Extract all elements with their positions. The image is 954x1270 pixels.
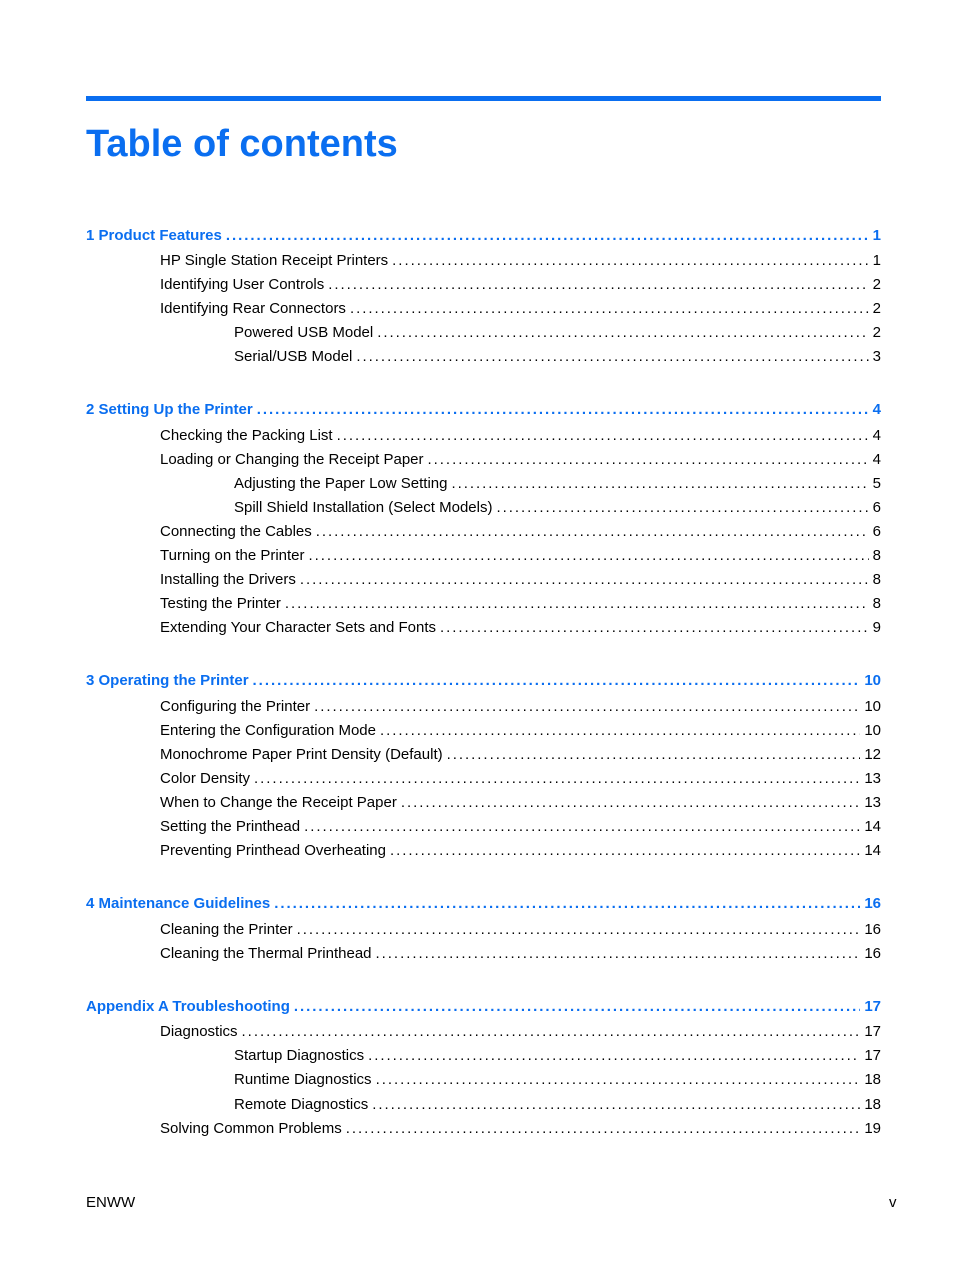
toc-dot-leader bbox=[337, 426, 869, 446]
toc-entry-label: Entering the Configuration Mode bbox=[160, 722, 376, 739]
toc-dot-leader bbox=[254, 769, 860, 789]
toc-page-number: 14 bbox=[864, 818, 881, 835]
toc-page-number: 2 bbox=[872, 300, 881, 317]
toc-dot-leader bbox=[451, 474, 868, 494]
toc-dot-leader bbox=[294, 997, 860, 1017]
toc-entry-label: Identifying User Controls bbox=[160, 276, 325, 293]
toc-page-number: 16 bbox=[864, 921, 881, 938]
toc-page-number: 12 bbox=[864, 746, 881, 763]
toc-dot-leader bbox=[401, 793, 860, 813]
toc-dot-leader bbox=[226, 226, 869, 246]
toc-entry-label: Serial/USB Model bbox=[234, 348, 353, 365]
toc-dot-leader bbox=[285, 594, 869, 614]
toc-dot-leader bbox=[496, 498, 868, 518]
toc-dot-leader bbox=[242, 1022, 861, 1042]
toc-entry-label: Remote Diagnostics bbox=[234, 1096, 369, 1113]
toc-page-number: 13 bbox=[864, 794, 881, 811]
toc-page-number: 4 bbox=[872, 427, 881, 444]
toc-page-number: 18 bbox=[864, 1071, 881, 1088]
toc-entry-label: Diagnostics bbox=[160, 1023, 238, 1040]
toc-dot-leader bbox=[350, 299, 869, 319]
toc-dot-leader bbox=[390, 841, 860, 861]
toc-chapter-entry[interactable] bbox=[86, 226, 881, 246]
toc-entry-label: Startup Diagnostics bbox=[234, 1047, 365, 1064]
toc-entry[interactable] bbox=[160, 546, 881, 566]
toc-page-number: 9 bbox=[872, 619, 881, 636]
toc-page-number: 16 bbox=[864, 895, 881, 912]
toc-entry-label: Cleaning the Printer bbox=[160, 921, 293, 938]
toc-entry-label: Configuring the Printer bbox=[160, 698, 311, 715]
toc-entry-label: Loading or Changing the Receipt Paper bbox=[160, 451, 424, 468]
toc-entry[interactable] bbox=[160, 618, 881, 638]
toc-entry[interactable] bbox=[160, 769, 881, 789]
toc-page-number: 2 bbox=[872, 276, 881, 293]
toc-dot-leader bbox=[440, 618, 869, 638]
footer-page-number: v bbox=[889, 1194, 897, 1211]
toc-entry-label: Installing the Drivers bbox=[160, 571, 296, 588]
page-title: Table of contents bbox=[86, 123, 398, 165]
toc-page-number: 10 bbox=[864, 672, 881, 689]
toc-entry[interactable] bbox=[160, 594, 881, 614]
toc-chapter-entry[interactable] bbox=[86, 671, 881, 691]
toc-dot-leader bbox=[300, 570, 869, 590]
toc-dot-leader bbox=[392, 251, 868, 271]
toc-entry[interactable] bbox=[234, 347, 881, 367]
toc-dot-leader bbox=[372, 1095, 860, 1115]
toc-entry[interactable] bbox=[234, 498, 881, 518]
toc-entry[interactable] bbox=[160, 721, 881, 741]
toc-page-number: 8 bbox=[872, 595, 881, 612]
toc-dot-leader bbox=[328, 275, 868, 295]
toc-dot-leader bbox=[253, 671, 861, 691]
toc-entry-label: Monochrome Paper Print Density (Default) bbox=[160, 746, 443, 763]
toc-page-number: 6 bbox=[872, 499, 881, 516]
toc-page-number: 8 bbox=[872, 547, 881, 564]
toc-page-number: 10 bbox=[864, 722, 881, 739]
toc-entry-label: Identifying Rear Connectors bbox=[160, 300, 346, 317]
toc-entry[interactable] bbox=[160, 251, 881, 271]
toc-page-number: 17 bbox=[864, 998, 881, 1015]
toc-entry[interactable] bbox=[160, 1022, 881, 1042]
toc-dot-leader bbox=[380, 721, 860, 741]
toc-chapter-entry[interactable] bbox=[86, 894, 881, 914]
toc-entry-label: Spill Shield Installation (Select Models) bbox=[234, 499, 493, 516]
toc-entry-label: Runtime Diagnostics bbox=[234, 1071, 372, 1088]
toc-entry-label: HP Single Station Receipt Printers bbox=[160, 252, 389, 269]
toc-page-number: 16 bbox=[864, 945, 881, 962]
toc-entry-label: Adjusting the Paper Low Setting bbox=[234, 475, 448, 492]
toc-page-number: 8 bbox=[872, 571, 881, 588]
toc-dot-leader bbox=[447, 745, 861, 765]
toc-entry[interactable] bbox=[160, 299, 881, 319]
toc-page-number: 2 bbox=[872, 324, 881, 341]
toc-dot-leader bbox=[377, 323, 868, 343]
toc-page-number: 1 bbox=[872, 252, 881, 269]
toc-entry[interactable] bbox=[160, 817, 881, 837]
toc-entry[interactable] bbox=[234, 474, 881, 494]
toc-dot-leader bbox=[346, 1119, 861, 1139]
toc-entry[interactable] bbox=[160, 793, 881, 813]
toc-entry-label: Color Density bbox=[160, 770, 251, 787]
toc-entry[interactable] bbox=[160, 745, 881, 765]
toc-entry-label: 1 Product Features bbox=[86, 227, 222, 244]
toc-page-number: 18 bbox=[864, 1096, 881, 1113]
toc-dot-leader bbox=[368, 1046, 860, 1066]
toc-entry-label: Turning on the Printer bbox=[160, 547, 305, 564]
toc-entry[interactable] bbox=[234, 1046, 881, 1066]
toc-entry[interactable] bbox=[234, 1070, 881, 1090]
toc-entry-label: Setting the Printhead bbox=[160, 818, 301, 835]
toc-page-number: 5 bbox=[872, 475, 881, 492]
toc-dot-leader bbox=[376, 1070, 861, 1090]
toc-page-number: 13 bbox=[864, 770, 881, 787]
toc-entry-label: Powered USB Model bbox=[234, 324, 374, 341]
toc-page-number: 1 bbox=[872, 227, 881, 244]
toc-entry[interactable] bbox=[160, 841, 881, 861]
toc-entry[interactable] bbox=[160, 697, 881, 717]
toc-dot-leader bbox=[376, 944, 861, 964]
toc-page-number: 4 bbox=[872, 451, 881, 468]
toc-page-number: 3 bbox=[872, 348, 881, 365]
toc-page-number: 14 bbox=[864, 842, 881, 859]
toc-page-number: 6 bbox=[872, 523, 881, 540]
toc-entry-label: Solving Common Problems bbox=[160, 1120, 342, 1137]
toc-entry-label: Extending Your Character Sets and Fonts bbox=[160, 619, 437, 636]
toc-entry-label: Connecting the Cables bbox=[160, 523, 312, 540]
toc-entry[interactable] bbox=[160, 1119, 881, 1139]
toc-entry-label: Appendix A Troubleshooting bbox=[86, 998, 290, 1015]
toc-chapter-entry[interactable] bbox=[86, 997, 881, 1017]
toc-entry[interactable] bbox=[160, 944, 881, 964]
toc-dot-leader bbox=[274, 894, 860, 914]
toc-entry-label: Cleaning the Thermal Printhead bbox=[160, 945, 372, 962]
toc-entry-label: 2 Setting Up the Printer bbox=[86, 401, 253, 418]
toc-dot-leader bbox=[316, 522, 869, 542]
toc-dot-leader bbox=[356, 347, 868, 367]
toc-chapter-entry[interactable] bbox=[86, 400, 881, 420]
toc-page-number: 4 bbox=[872, 401, 881, 418]
toc-entry-label: When to Change the Receipt Paper bbox=[160, 794, 397, 811]
toc-entry[interactable] bbox=[234, 323, 881, 343]
toc-entry[interactable] bbox=[234, 1095, 881, 1115]
footer-left-label: ENWW bbox=[86, 1194, 136, 1211]
toc-dot-leader bbox=[428, 450, 869, 470]
toc-page-number: 17 bbox=[864, 1023, 881, 1040]
toc-entry[interactable] bbox=[160, 522, 881, 542]
toc-entry[interactable] bbox=[160, 570, 881, 590]
toc-dot-leader bbox=[257, 400, 869, 420]
toc-entry-label: 3 Operating the Printer bbox=[86, 672, 249, 689]
toc-entry-label: Preventing Printhead Overheating bbox=[160, 842, 386, 859]
toc-entry-label: Checking the Packing List bbox=[160, 427, 333, 444]
toc-entry[interactable] bbox=[160, 450, 881, 470]
toc-dot-leader bbox=[304, 817, 860, 837]
toc-dot-leader bbox=[314, 697, 860, 717]
toc-page-number: 17 bbox=[864, 1047, 881, 1064]
toc-page-number: 10 bbox=[864, 698, 881, 715]
toc-entry-label: Testing the Printer bbox=[160, 595, 281, 612]
toc-page-number: 19 bbox=[864, 1120, 881, 1137]
toc-entry[interactable] bbox=[160, 426, 881, 446]
toc-entry[interactable] bbox=[160, 275, 881, 295]
toc-dot-leader bbox=[309, 546, 869, 566]
toc-dot-leader bbox=[297, 920, 861, 940]
toc-entry[interactable] bbox=[160, 920, 881, 940]
toc-entry-label: 4 Maintenance Guidelines bbox=[86, 895, 271, 912]
